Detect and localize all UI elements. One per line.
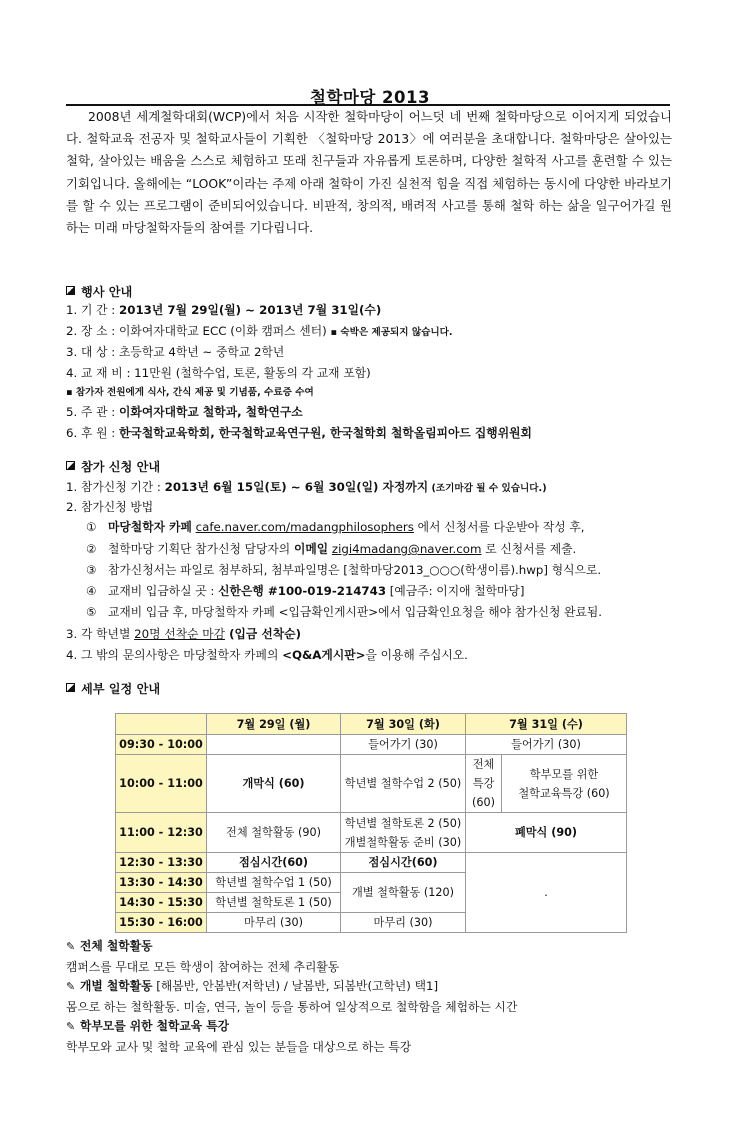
schedule-cell: 전체 철학활동 (90) <box>207 813 341 853</box>
time-cell: 15:30 - 16:00 <box>116 913 207 933</box>
schedule-cell: 폐막식 (90) <box>466 813 627 853</box>
apply-contact: 4. 그 밖의 문의사항은 마당철학자 카페의 <Q&A게시판>을 이용해 주십시오. <box>66 648 468 662</box>
schedule-cell: 개막식 (60) <box>207 755 341 813</box>
section-heading-schedule: 세부 일정 안내 <box>66 680 160 697</box>
table-row <box>116 853 627 873</box>
time-cell: 12:30 - 13:30 <box>116 853 207 873</box>
apply-method-2: ② 철학마당 기획단 참가신청 담당자의 이메일 zigi4madang@naver.com 로 신청서를 제출. <box>86 542 577 556</box>
time-cell: 09:30 - 10:00 <box>116 735 207 755</box>
table-row <box>116 735 627 755</box>
title-underline <box>66 104 670 106</box>
table-header-row <box>116 714 627 735</box>
time-cell: 13:30 - 14:30 <box>116 873 207 893</box>
note-title: ✎ 개별 철학활동 [해봄반, 안봄반(저학년) / 날봄반, 되봄반(고학년) 택1] <box>66 979 439 993</box>
intro-text: 2008년 세계철학대회(WCP)에서 처음 시작한 철학마당이 어느덧 네 번째 철학마당으로 이어지게 되었습니다. 철학교육 전공자 및 철학교사들이 기획한 〈철학마당 2013〉에 여러분을 초대합니다. 철학마당은 살아있는 철학, 살아있는 배움을 스스로 체험하고 또래 친구들과 자유롭게 토론하며, 다양한 철학적 사고를 훈련할 수 있는 기회입니다. 올해에는 “LOOK”이라는 주제 아래 철학이 가진 실천적 힘을 직접 체험하는 동시에 다양한 바라보기를 할 수 있는 프로그램이 준비되어있습니다. 비판적, 창의적, 배려적 사고를 통해 철학 하는 삶을 일구어가길 원하는 미래 마당철학자들의 참여를 기다립니다. <box>66 109 672 236</box>
checkbox-bullet-icon <box>66 286 75 295</box>
pencil-icon: ✎ <box>66 940 76 953</box>
section-heading-event: 행사 안내 <box>66 283 132 300</box>
event-sponsor: 6. 후 원 : 한국철학교육학회, 한국철학교육연구원, 한국철학회 철학올림피아드 집행위원회 <box>66 426 532 440</box>
schedule-cell: 점심시간(60) <box>341 853 466 873</box>
schedule-cell: 들어가기 (30) <box>466 735 627 755</box>
email-link[interactable]: zigi4madang@naver.com <box>331 542 482 556</box>
event-host: 5. 주 관 : 이화여자대학교 철학과, 철학연구소 <box>66 405 303 419</box>
event-fee-note: ▪ 참가자 전원에게 식사, 간식 제공 및 기념품, 수료증 수여 <box>66 387 314 398</box>
schedule-cell: 학년별 철학수업 1 (50) <box>207 873 341 893</box>
time-cell: 10:00 - 11:00 <box>116 755 207 813</box>
event-place: 2. 장 소 : 이화여자대학교 ECC (이화 캠퍼스 센터) ▪ 숙박은 제공되지 않습니다. <box>66 324 453 338</box>
note-desc: 학부모와 교사 및 철학 교육에 관심 있는 분들을 대상으로 하는 특강 <box>66 1040 412 1054</box>
event-fee: 4. 교 재 비 : 11만원 (철학수업, 토론, 활동의 각 교재 포함) <box>66 366 371 380</box>
schedule-cell: 개별 철학활동 (120) <box>341 873 466 913</box>
apply-method-4: ④ 교재비 입금하실 곳 : 신한은행 #100-019-214743 [예금주: 이지애 철학마당] <box>86 584 525 598</box>
table-row <box>116 813 627 853</box>
apply-period: 1. 참가신청 기간 : 2013년 6월 15일(토) ~ 6월 30일(일) 자정까지 (조기마감 될 수 있습니다.) <box>66 480 547 494</box>
schedule-cell: 학년별 철학토론 1 (50) <box>207 893 341 913</box>
schedule-table <box>115 713 627 933</box>
note-title: ✎ 전체 철학활동 <box>66 939 153 953</box>
apply-method: 2. 참가신청 방법 <box>66 500 154 514</box>
apply-method-5: ⑤ 교재비 입금 후, 마당철학자 카페 <입금확인게시판>에서 입금확인요청을 해야 참가신청 완료됨. <box>86 605 603 619</box>
event-period: 1. 기 간 : 2013년 7월 29일(월) ~ 2013년 7월 31일(수) <box>66 303 382 317</box>
schedule-cell: 마무리 (30) <box>207 913 341 933</box>
time-cell: 14:30 - 15:30 <box>116 893 207 913</box>
schedule-cell: 학년별 철학수업 2 (50) <box>341 755 466 813</box>
note-title: ✎ 학부모를 위한 철학교육 특강 <box>66 1019 230 1033</box>
schedule-cell: 마무리 (30) <box>341 913 466 933</box>
cafe-link[interactable]: cafe.naver.com/madangphilosophers <box>195 520 414 534</box>
time-cell: 11:00 - 12:30 <box>116 813 207 853</box>
checkbox-bullet-icon <box>66 461 75 470</box>
note-desc: 캠퍼스를 무대로 모든 학생이 참여하는 전체 추리활동 <box>66 960 340 974</box>
apply-method-3: ③ 참가신청서는 파일로 첨부하되, 첨부파일명은 [철학마당2013_○○○(학생이름).hwp] 형식으로. <box>86 563 602 577</box>
schedule-cell: 학부모를 위한 철학교육특강 (60) <box>502 755 627 813</box>
schedule-cell: 점심시간(60) <box>207 853 341 873</box>
day-header: 7월 29일 (월) <box>207 714 341 735</box>
schedule-cell <box>207 735 341 755</box>
schedule-cell: 학년별 철학토론 2 (50) 개별철학활동 준비 (30) <box>341 813 466 853</box>
event-target: 3. 대 상 : 초등학교 4학년 ~ 중학교 2학년 <box>66 345 285 359</box>
day-header: 7월 30일 (화) <box>341 714 466 735</box>
day-header: 7월 31일 (수) <box>466 714 627 735</box>
section-heading-apply: 참가 신청 안내 <box>66 458 160 475</box>
schedule-cell: 전체 특강 (60) <box>466 755 502 813</box>
schedule-cell: . <box>466 853 627 933</box>
corner-cell <box>116 714 207 735</box>
pencil-icon: ✎ <box>66 1020 76 1033</box>
note-desc: 몸으로 하는 철학활동. 미술, 연극, 놀이 등을 통하여 일상적으로 철학함을 체험하는 시간 <box>66 1000 518 1014</box>
schedule-cell: 들어가기 (30) <box>341 735 466 755</box>
intro-paragraph <box>66 106 672 239</box>
apply-limit: 3. 각 학년별 20명 선착순 마감 (입금 선착순) <box>66 627 301 641</box>
table-row <box>116 755 627 813</box>
apply-method-1: ① 마당철학자 카페 cafe.naver.com/madangphilosophers 에서 신청서를 다운받아 작성 후, <box>86 520 585 534</box>
document-title: 철학마당 2013 <box>310 88 430 107</box>
checkbox-bullet-icon <box>66 683 75 692</box>
pencil-icon: ✎ <box>66 980 76 993</box>
